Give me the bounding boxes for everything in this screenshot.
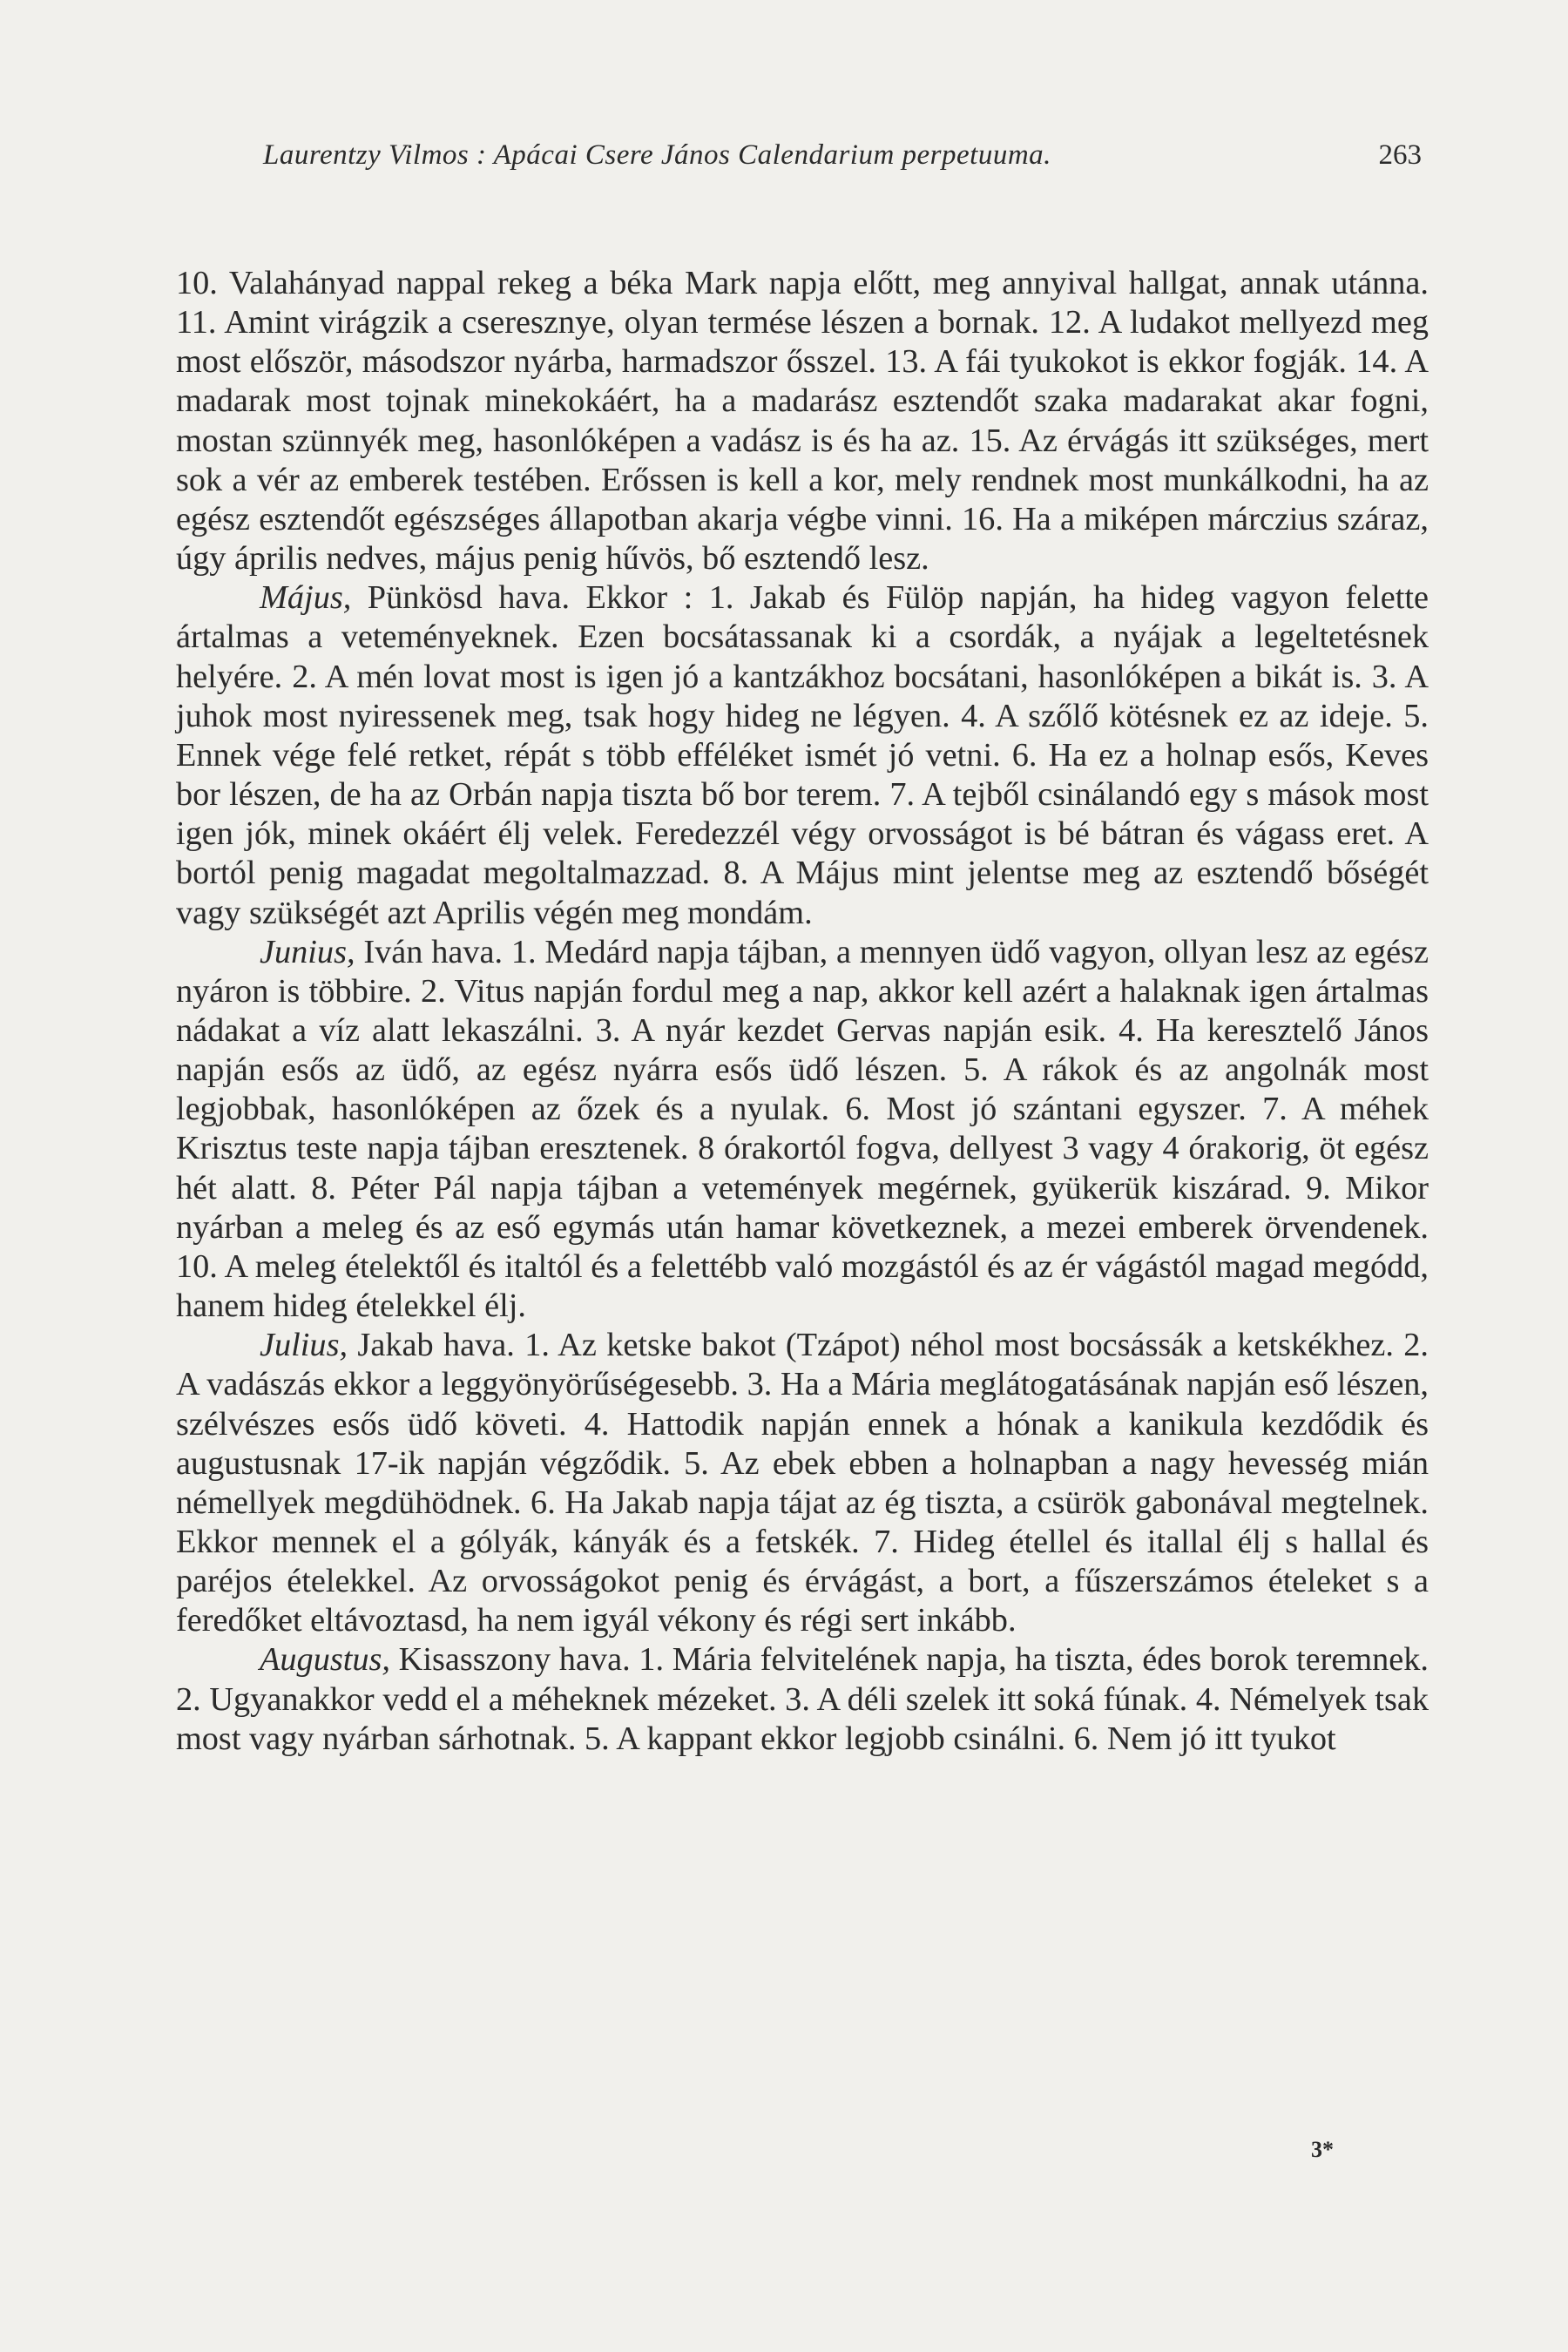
paragraph-augustus — [176, 1640, 1429, 1758]
paragraph-text: Iván hava. 1. Medárd napja tájban, a mennyen üdő vagyon, ollyan lesz az egész nyáron is többire. 2. Vitus napján fordul meg a nap, akkor kell azért a halaknak igen ártalmas nádakat a víz alatt lekaszálni. 3. A nyár kezdet Gervas napján esik. 4. Ha keresztelő János napján esős az üdő, az egész nyárra esős üdő lészen. 5. A rákok és az angolnák most legjobbak, hasonlóképen az őzek és a nyulak. 6. Most jó szántani egyszer. 7. A méhek Krisztus teste napja tájban eresztenek. 8 órakortól fogva, dellyest 3 vagy 4 órakorig, öt egész hét alatt. 8. Péter Pál napja tájban a vetemények megérnek, gyükerük kiszárad. 9. Mikor nyárban a meleg és az eső egymás után hamar következnek, a mezei emberek örvendenek. 10. A meleg ételektől és italtól és a felettébb való mozgástól és az ér vágástól magad megódd, hanem hideg ételekkel élj. — [176, 933, 1429, 1325]
paragraph-april-continued — [176, 264, 1429, 578]
paragraph-julius — [176, 1326, 1429, 1640]
paragraph-text: Jakab hava. 1. Az ketske bakot (Tzápot) néhol most bocsássák a ketskékhez. 2. A vadászás ekkor a leggyönyörűségesebb. 3. Ha a Mária meglátogatásának napján eső lészen, szélvészes esős üdő követi. 4. Hattodik napján ennek a hónak a kanikula kezdődik és augustusnak 17-ik napján végződik. 5. Az ebek ebben a holnapban a nagy hevesség mián némellyek megdühödnek. 6. Ha Jakab napja tájat az ég tiszta, a csürök gabonával megtelnek. Ekkor mennek el a gólyák, kányák és a fetskék. 7. Hideg étellel és itallal élj s hallal és paréjos ételekkel. Az orvosságokot penig és érvágást, a bort, a fűszerszámos ételeket s a feredőket eltávoztasd, ha nem igyál vékony és régi sert inkább. — [176, 1327, 1429, 1639]
paragraph-junius — [176, 933, 1429, 1327]
month-heading-junius: Junius, — [260, 933, 355, 970]
running-title: Laurentzy Vilmos : Apácai Csere János Calendarium perpetuuma. — [263, 139, 1051, 171]
paragraph-text: 10. Valahányad nappal rekeg a béka Mark napja előtt, meg annyival hallgat, annak utánna. 11. Amint virágzik a cseresznye, olyan termése lészen a bornak. 12. A ludakot mellyezd meg most először, másodszor nyárba, harmadszor ősszel. 13. A fái tyukokot is ekkor fogják. 14. A madarak most tojnak minekokáért, ha a madarász esztendőt szaka madarakat akar fogni, mostan szünnyék meg, hasonlóképen a vadász is és ha az. 15. Az érvágás itt szükséges, mert sok a vér az emberek testében. Erőssen is kell a kor, mely rendnek most munkálkodni, ha az egész esztendőt egészséges állapotban akarja végbe vinni. 16. Ha a miképen márczius száraz, úgy április nedves, május penig hűvös, bő esztendő lesz. — [176, 265, 1429, 578]
body-text — [176, 264, 1429, 1759]
month-heading-julius: Julius, — [260, 1327, 348, 1364]
month-heading-majus: Május, — [260, 579, 352, 617]
paragraph-text: Kisasszony hava. 1. Mária felvitelének napja, ha tiszta, édes borok teremnek. 2. Ugyanakkor vedd el a méheknek mézeket. 3. A déli szelek itt soká fúnak. 4. Némelyek tsak most vagy nyárban sárhotnak. 5. A kappant ekkor legjobb csinálni. 6. Nem jó itt tyukot — [176, 1641, 1429, 1757]
page-number: 263 — [1378, 139, 1422, 171]
paragraph-text: Pünkösd hava. Ekkor : 1. Jakab és Fülöp napján, ha hideg vagyon felette ártalmas a veteményeknek. Ezen bocsátassanak ki a csordák, a nyájak a legeltetésnek helyére. 2. A mén lovat most is igen jó a kantzákhoz bocsátani, hasonlóképen a bikát is. 3. A juhok most nyiressenek meg, tsak hogy hideg ne légyen. 4. A szőlő kötésnek ez az ideje. 5. Ennek vége felé retket, répát s több efféléket ismét jó vetni. 6. Ha ez a holnap esős, Keves bor lészen, de ha az Orbán napja tiszta bő bor terem. 7. A tejből csinálandó egy s mások most igen jók, minek okáért élj velek. Feredezzél végy orvosságot is bé bátran és vágass eret. A bortól penig magadat megoltalmazzad. 8. A Május mint jelentse meg az esztendő bőségét vagy szükségét azt Aprilis végén meg mondám. — [176, 579, 1429, 931]
page-header — [263, 138, 1422, 172]
paragraph-majus — [176, 578, 1429, 932]
printer-signature-mark: 3* — [1311, 2137, 1334, 2162]
month-heading-augustus: Augustus, — [260, 1641, 391, 1679]
